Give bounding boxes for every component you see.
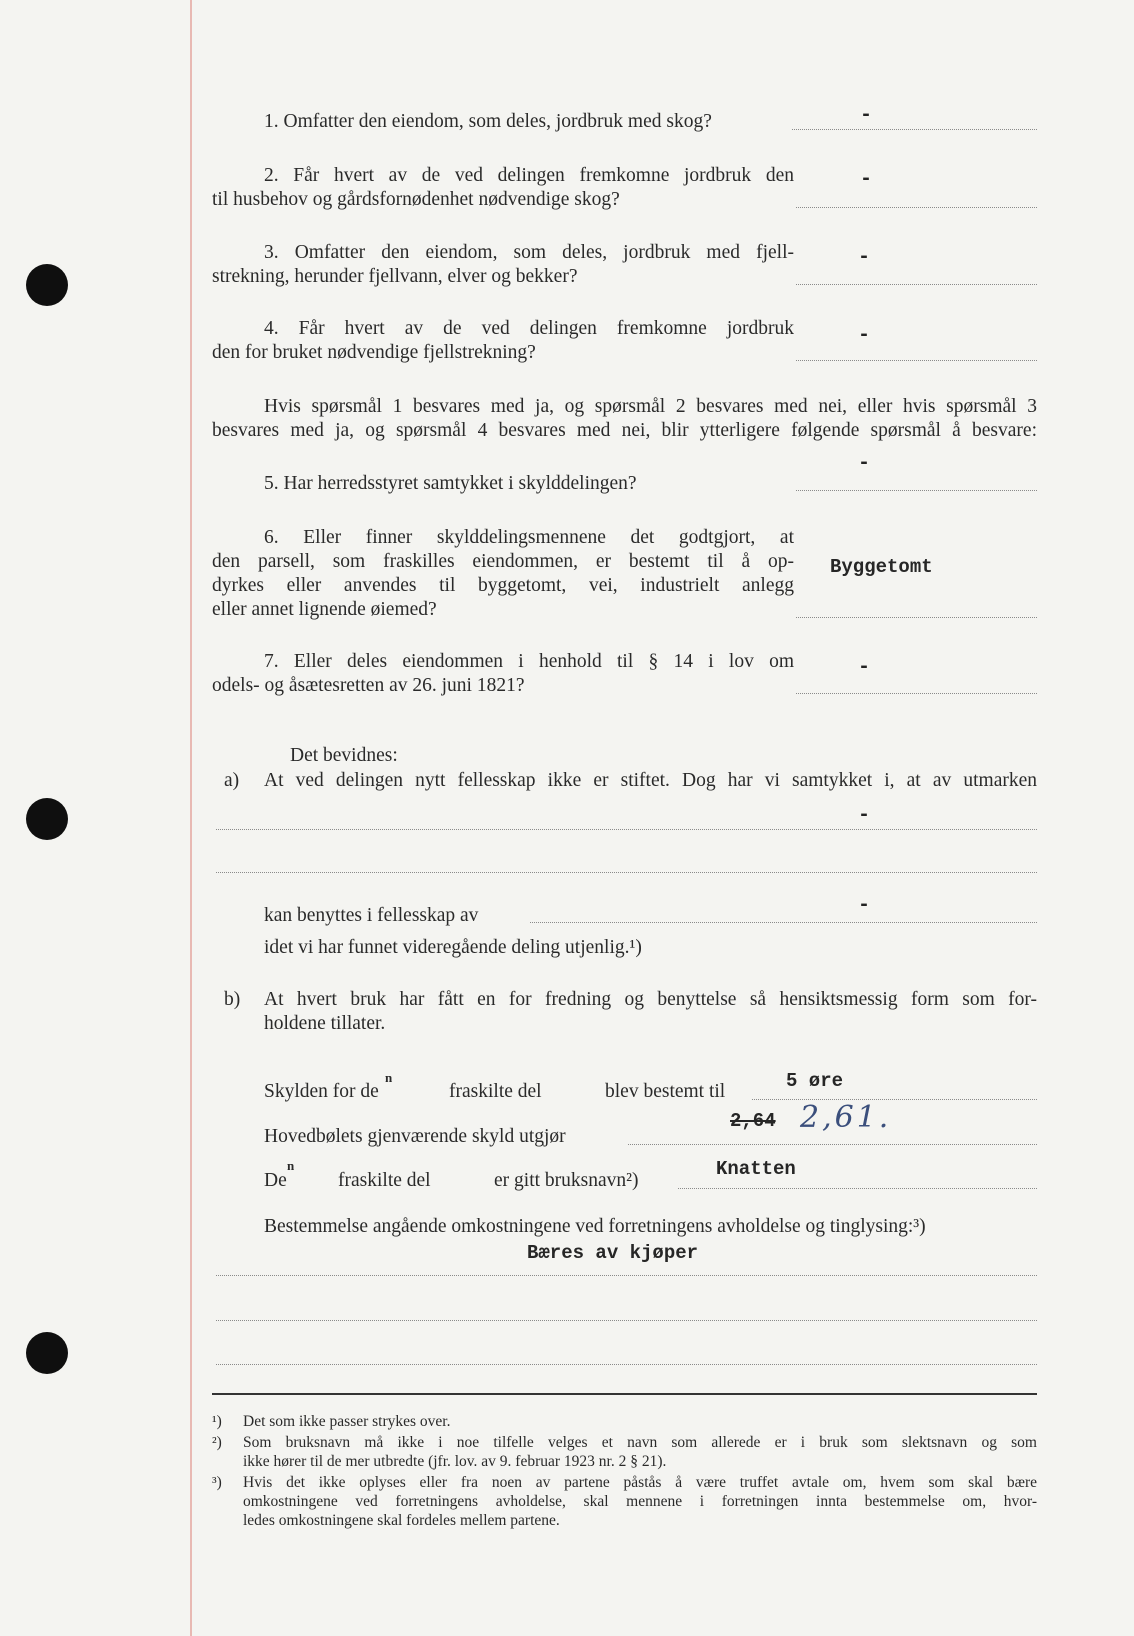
item-b-line-2: holdene tillater.	[264, 1013, 386, 1034]
fill-line	[752, 1099, 1037, 1100]
answer-line	[796, 617, 1037, 618]
answer-line	[796, 284, 1037, 285]
punch-hole	[26, 264, 68, 306]
fill-line	[216, 1320, 1037, 1321]
bevidnes-heading: Det bevidnes:	[290, 745, 398, 766]
skyld-value-typed: 5 øre	[786, 1070, 844, 1092]
question-2-line-1: 2. Får hvert av de ved delingen fremkomne jordbruk den	[264, 165, 794, 186]
answer-line	[796, 693, 1037, 694]
item-a-answer: -	[858, 804, 871, 827]
item-b-line-1: At hvert bruk har fått en for fredning og benyttelse så hensiktsmessig form som for-	[264, 989, 1037, 1010]
answer-line	[792, 129, 1037, 130]
fill-line	[678, 1188, 1037, 1189]
question-4-line-1: 4. Får hvert av de ved delingen fremkomne jordbruk	[264, 318, 794, 339]
intro-line-1: Hvis spørsmål 1 besvares med ja, og spørsmål 2 besvares med nei, eller hvis spørsmål 3	[264, 396, 1037, 417]
item-a-text: At ved delingen nytt fellesskap ikke er stiftet. Dog har vi samtykket i, at av utmarken	[264, 770, 1037, 791]
footnote-3-line-1: Hvis det ikke oplyses eller fra noen av partene påstås å være truffet avtale om, hvem som skal bære	[243, 1474, 1037, 1491]
answer-line	[796, 490, 1037, 491]
question-7-line-2: odels- og åsætesretten av 26. juni 1821?	[212, 675, 525, 696]
answer-2: -	[860, 168, 873, 191]
footnote-3-line-2: omkostningene ved forretningens avholdelse, skal mennene i forretningen innta bestemmelse om, hvor-	[243, 1493, 1037, 1510]
fill-line	[216, 872, 1037, 873]
question-1: 1. Omfatter den eiendom, som deles, jordbruk med skog?	[264, 111, 712, 132]
question-7-line-1: 7. Eller deles eiendommen i henhold til § 14 i lov om	[264, 651, 794, 672]
skylden-for-label: Skylden for de	[264, 1081, 379, 1102]
gitt-bruksnavn-label: er gitt bruksnavn²)	[494, 1170, 639, 1191]
answer-1: -	[860, 104, 873, 127]
fill-line	[530, 922, 1037, 923]
footnote-3-mark: ³)	[212, 1474, 222, 1491]
item-a-use-answer: -	[858, 894, 871, 917]
question-2-line-2: til husbehov og gårdsfornødenhet nødvendige skog?	[212, 189, 620, 210]
answer-3: -	[858, 246, 871, 269]
new-skyld-value-handwritten: 2,61.	[800, 1100, 892, 1135]
footnote-1-text: Det som ikke passer strykes over.	[243, 1413, 451, 1430]
item-a-reason: idet vi har funnet videregående deling utjenlig.¹)	[264, 937, 642, 958]
punch-hole	[26, 1332, 68, 1374]
question-3-line-2: strekning, herunder fjellvann, elver og bekker?	[212, 266, 578, 287]
footnote-rule	[212, 1393, 1037, 1395]
bruksnavn-typed: Knatten	[716, 1158, 796, 1180]
footnote-1-mark: ¹)	[212, 1413, 222, 1430]
answer-line	[796, 360, 1037, 361]
de-prefix: De	[264, 1170, 287, 1191]
fill-line	[216, 1275, 1037, 1276]
intro-line-2: besvares med ja, og spørsmål 4 besvares med nei, blir ytterligere følgende spørsmål å besvare:	[212, 420, 1037, 441]
question-5: 5. Har herredsstyret samtykket i skylddelingen?	[264, 473, 637, 494]
footnote-2-mark: ²)	[212, 1434, 222, 1451]
fraskilte-del-label: fraskilte del	[449, 1081, 542, 1102]
answer-line	[796, 207, 1037, 208]
fill-line	[216, 829, 1037, 830]
fraskilte-del-label-2: fraskilte del	[338, 1170, 431, 1191]
bestemmelse-label: Bestemmelse angående omkostningene ved forretningens avholdelse og tinglysing:³)	[264, 1216, 926, 1237]
footnote-2-line-1: Som bruksnavn må ikke i noe tilfelle velges et navn som allerede er i bruk som slektsnavn og som	[243, 1434, 1037, 1451]
question-6-line-2: den parsell, som fraskilles eiendommen, er bestemt til å op-	[212, 551, 794, 572]
question-3-line-1: 3. Omfatter den eiendom, som deles, jordbruk med fjell-	[264, 242, 794, 263]
footnote-3-line-3: ledes omkostningene skal fordeles mellem partene.	[243, 1512, 560, 1529]
superscript-n: n	[385, 1070, 393, 1085]
footnote-2-line-2: ikke hører til de mer utbredte (jfr. lov. av 9. februar 1923 nr. 2 § 21).	[243, 1453, 667, 1470]
item-b-label: b)	[224, 989, 241, 1010]
question-6-line-1: 6. Eller finner skylddelingsmennene det godtgjort, at	[264, 527, 794, 548]
superscript-n: n	[287, 1158, 295, 1173]
answer-4: -	[858, 324, 871, 347]
question-6-line-3: dyrkes eller anvendes til byggetomt, vei, industrielt anlegg	[212, 575, 794, 596]
bestemmelse-value-typed: Bæres av kjøper	[527, 1242, 699, 1264]
item-a-use-text: kan benyttes i fellesskap av	[264, 905, 479, 926]
answer-7: -	[858, 656, 871, 679]
punch-hole	[26, 798, 68, 840]
red-margin-line	[190, 0, 192, 1636]
hovedbolet-label: Hovedbølets gjenværende skyld utgjør	[264, 1126, 566, 1147]
answer-5: -	[858, 452, 871, 475]
fill-line	[216, 1364, 1037, 1365]
question-6-line-4: eller annet lignende øiemed?	[212, 599, 437, 620]
question-4-line-2: den for bruket nødvendige fjellstrekning?	[212, 342, 536, 363]
fill-line	[628, 1144, 1037, 1145]
blev-bestemt-label: blev bestemt til	[605, 1081, 726, 1102]
item-a-label: a)	[224, 770, 240, 791]
old-skyld-value-struck: 2,64	[730, 1110, 776, 1132]
answer-6-typed: Byggetomt	[830, 556, 933, 578]
